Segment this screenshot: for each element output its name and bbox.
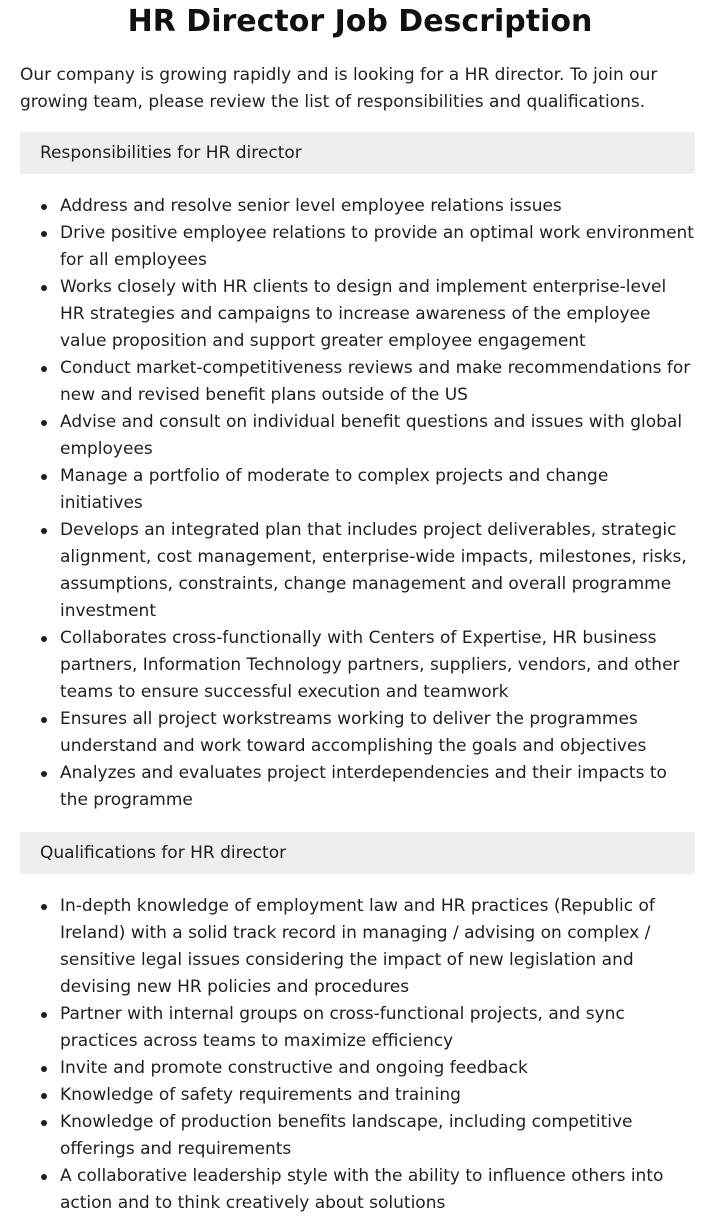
list-item: Works closely with HR clients to design and implement enterprise-level HR strategies and campaigns to increase awareness of the employee value proposition and support greater employee engagement (60, 274, 695, 355)
list-item: Address and resolve senior level employee relations issues (60, 193, 695, 220)
list-item: Advise and consult on individual benefit questions and issues with global employees (60, 409, 695, 463)
list-item: Develops an integrated plan that includes project deliverables, strategic alignment, cost management, enterprise-wide impacts, milestones, risks, assumptions, constraints, change management and overall programme investment (60, 517, 695, 625)
list-item: Invite and promote constructive and ongoing feedback (60, 1055, 695, 1082)
list-item: Manage a portfolio of moderate to complex projects and change initiatives (60, 463, 695, 517)
qualifications-heading-text: Qualifications for HR director (40, 843, 287, 863)
list-item: A collaborative leadership style with the ability to influence others into action and to think creatively about solutions (60, 1163, 695, 1217)
list-item: Partner with internal groups on cross-functional projects, and sync practices across teams to maximize efficiency (60, 1001, 695, 1055)
responsibilities-heading-text: Responsibilities for HR director (40, 143, 302, 163)
responsibilities-heading (20, 132, 695, 174)
page-title: HR Director Job Description (127, 4, 593, 39)
list-item: Knowledge of safety requirements and training (60, 1082, 695, 1109)
list-item: Ensures all project workstreams working to deliver the programmes understand and work toward accomplishing the goals and objectives (60, 706, 695, 760)
list-item: Drive positive employee relations to provide an optimal work environment for all employees (60, 220, 695, 274)
list-item: Collaborates cross-functionally with Centers of Expertise, HR business partners, Information Technology partners, suppliers, vendors, and other teams to ensure successful execution and teamwork (60, 625, 695, 706)
intro-paragraph: Our company is growing rapidly and is looking for a HR director. To join our growing team, please review the list of responsibilities and qualifications. (20, 65, 658, 112)
list-item: Analyzes and evaluates project interdependencies and their impacts to the programme (60, 760, 695, 814)
qualifications-heading (20, 832, 695, 874)
responsibilities-list (0, 193, 720, 814)
list-item: Knowledge of production benefits landscape, including competitive offerings and requirements (60, 1109, 695, 1163)
qualifications-list (0, 893, 720, 1217)
list-item: Conduct market-competitiveness reviews and make recommendations for new and revised benefit plans outside of the US (60, 355, 695, 409)
list-item: In-depth knowledge of employment law and HR practices (Republic of Ireland) with a solid track record in managing / advising on complex / sensitive legal issues considering the impact of new legislation and devising new HR policies and procedures (60, 893, 695, 1001)
